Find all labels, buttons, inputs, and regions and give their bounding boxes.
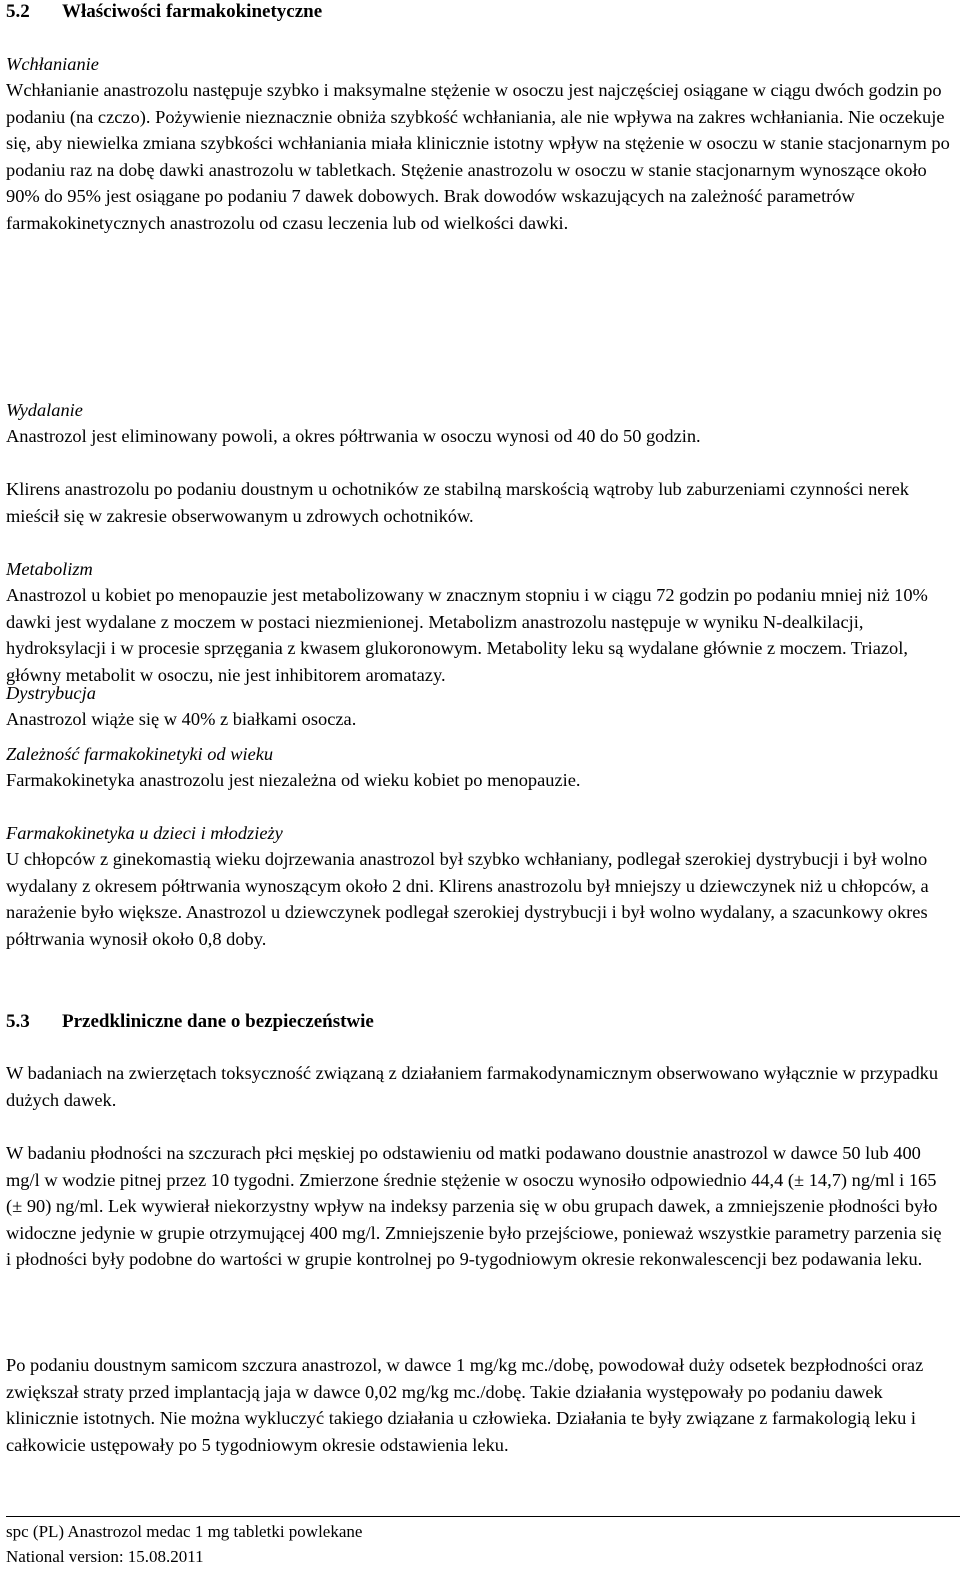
section-number: 5.2	[6, 1, 30, 22]
subheading-wydalanie: Wydalanie	[6, 400, 83, 420]
paragraph-wydalanie: Anastrozol jest eliminowany powoli, a okres półtrwania w osoczu wynosi od 40 do 50 godzin.	[6, 426, 701, 446]
page-footer	[6, 1516, 960, 1569]
footer-version-line: National version: 15.08.2011	[6, 1547, 204, 1566]
paragraph-przedkliniczne-3: Po podaniu doustnym samicom szczura anastrozol, w dawce 1 mg/kg mc./dobę, powodował duży odsetek bezpłodności oraz zwiększał straty przed implantacją jaja w dawce 0,02 mg/kg mc./dobę. Takie działania występowały po podaniu dawek klinicznie istotnych. Nie można wykluczyć takiego działania u człowieka. Działania te były związane z farmakologią leku i całkowicie ustępowały po 5 tygodniowym okresie odstawienia leku.	[6, 1355, 924, 1455]
subheading-dystrybucja: Dystrybucja	[6, 683, 96, 703]
section-heading-5-3	[6, 1010, 374, 1034]
section-title: Właściwości farmakokinetyczne	[62, 1, 323, 22]
section-title: Przedkliniczne dane o bezpieczeństwie	[62, 1011, 374, 1032]
subheading-wiek: Zależność farmakokinetyki od wieku	[6, 744, 274, 764]
subheading-metabolizm: Metabolizm	[6, 559, 93, 579]
section-number: 5.3	[6, 1011, 30, 1032]
paragraph-dystrybucja: Anastrozol wiąże się w 40% z białkami osocza.	[6, 709, 357, 729]
subheading-wchlanianie: Wchłanianie	[6, 54, 99, 74]
subheading-dzieci: Farmakokinetyka u dzieci i młodzieży	[6, 823, 283, 843]
paragraph-metabolizm: Anastrozol u kobiet po menopauzie jest metabolizowany w znacznym stopniu i w ciągu 72 godzin po podaniu mniej niż 10% dawki jest wydalane z moczem w postaci niezmienionej. Metabolizm anastrozolu następuje w wyniku N-dealkilacji, hydroksylacji i w procesie sprzęgania z kwasem glukoronowym. Metabolity leku są wydalane głównie z moczem. Triazol, główny metabolit w osoczu, nie jest inhibitorem aromatazy.	[6, 585, 928, 685]
paragraph-wchlanianie: Wchłanianie anastrozolu następuje szybko i maksymalne stężenie w osoczu jest najczęściej osiągane w ciągu dwóch godzin po podaniu (na czczo). Pożywienie nieznacznie obniża szybkość wchłaniania, ale nie wpływa na zakres wchłaniania. Nie oczekuje się, aby niewielka zmiana szybkości wchłaniania miała klinicznie istotny wpływ na stężenie w osoczu w stanie stacjonarnym po podaniu raz na dobę dawki anastrozolu w tabletkach. Stężenie anastrozolu w osoczu w stanie stacjonarnym wynoszące około 90% do 95% jest osiągane po podaniu 7 dawek dobowych. Brak dowodów wskazujących na zależność parametrów farmakokinetycznych anastrozolu od czasu leczenia lub od wielkości dawki.	[6, 80, 950, 233]
paragraph-klirens: Klirens anastrozolu po podaniu doustnym u ochotników ze stabilną marskością wątroby lub zaburzeniami czynności nerek mieścił się w zakresie obserwowanym u zdrowych ochotników.	[6, 479, 909, 526]
section-heading-5-2	[6, 0, 322, 24]
paragraph-wiek: Farmakokinetyka anastrozolu jest niezależna od wieku kobiet po menopauzie.	[6, 770, 581, 790]
paragraph-przedkliniczne-2: W badaniu płodności na szczurach płci męskiej po odstawieniu od matki podawano doustnie anastrozol w dawce 50 lub 400 mg/l w wodzie pitnej przez 10 tygodni. Zmierzone średnie stężenie w osoczu wynosiło odpowiednio 44,4 (± 14,7) ng/ml i 165 (± 90) ng/ml. Lek wywierał niekorzystny wpływ na indeksy parzenia się w obu grupach dawek, a zmniejszenie płodności było widoczne jedynie w grupie otrzymującej 400 mg/l. Zmniejszenie było przejściowe, ponieważ wszystkie parametry parzenia się i płodności były podobne do wartości w grupie kontrolnej po 9-tygodniowym okresie rekonwalescencji bez podawania leku.	[6, 1143, 942, 1270]
footer-product-line: spc (PL) Anastrozol medac 1 mg tabletki powlekane	[6, 1522, 363, 1541]
paragraph-dzieci: U chłopców z ginekomastią wieku dojrzewania anastrozol był szybko wchłaniany, podlegał szerokiej dystrybucji i był wolno wydalany z okresem półtrwania wynoszącym około 2 dni. Klirens anastrozolu był mniejszy u dziewczynek niż u chłopców, a narażenie było większe. Anastrozol u dziewczynek podlegał szerokiej dystrybucji i był wolno wydalany, a szacunkowy okres półtrwania wynosił około 0,8 doby.	[6, 849, 929, 949]
paragraph-przedkliniczne-1: W badaniach na zwierzętach toksyczność związaną z działaniem farmakodynamicznym obserwowano wyłącznie w przypadku dużych dawek.	[6, 1063, 939, 1110]
